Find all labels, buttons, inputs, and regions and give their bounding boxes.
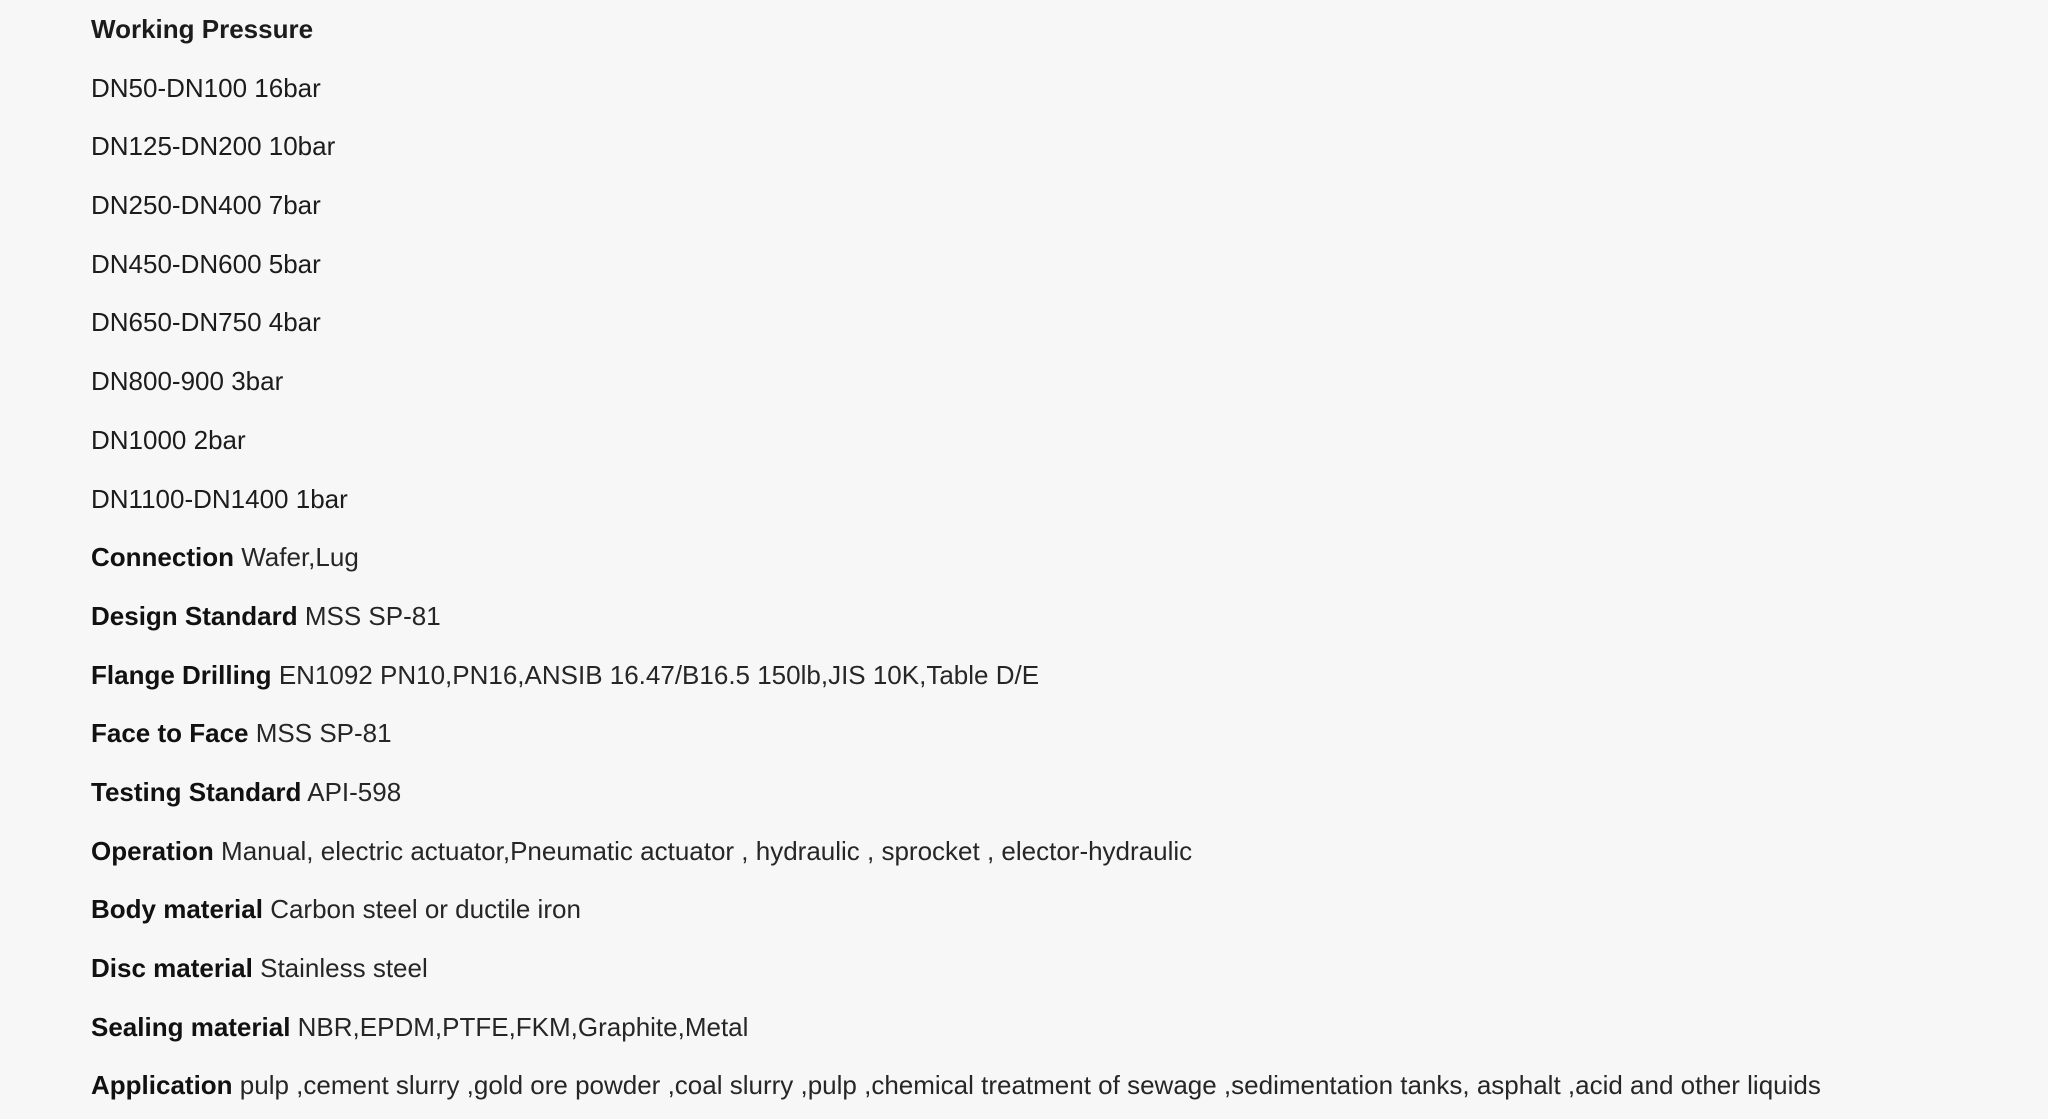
- spec-row-disc-material: [91, 939, 2031, 998]
- spec-row-design-standard: [91, 587, 2031, 646]
- spec-label: Application: [91, 1070, 233, 1101]
- spec-value: Manual, electric actuator,Pneumatic actuator , hydraulic , sprocket , elector-hydraulic: [221, 835, 1193, 866]
- spec-value: NBR,EPDM,PTFE,FKM,Graphite,Metal: [297, 1011, 749, 1042]
- spec-label: Connection: [91, 542, 234, 573]
- pressure-rating: DN800-900 3bar: [91, 366, 284, 397]
- spec-row-testing-standard: [91, 763, 2031, 822]
- pressure-rating: DN250-DN400 7bar: [91, 190, 321, 221]
- pressure-rating: DN50-DN100 16bar: [91, 72, 321, 103]
- pressure-rating: DN1000 2bar: [91, 424, 246, 455]
- spec-row-application: [91, 1056, 2031, 1115]
- spec-value: Carbon steel or ductile iron: [270, 894, 581, 925]
- spec-label: Face to Face: [91, 718, 249, 749]
- working-pressure-heading: Working Pressure: [91, 14, 314, 44]
- pressure-rating: DN125-DN200 10bar: [91, 131, 336, 162]
- spec-value: Wafer,Lug: [241, 542, 359, 573]
- spec-label: Operation: [91, 835, 214, 866]
- pressure-rating: DN450-DN600 5bar: [91, 248, 321, 279]
- spec-label: Testing Standard: [91, 776, 302, 807]
- spec-label: Flange Drilling: [91, 659, 272, 690]
- spec-value: pulp ,cement slurry ,gold ore powder ,coal slurry ,pulp ,chemical treatment of sewage ,sedimentation tanks, asphalt ,acid and other liquids: [239, 1070, 1821, 1101]
- spec-value: MSS SP-81: [304, 600, 441, 631]
- spec-value: API-598: [307, 776, 402, 807]
- spec-value: MSS SP-81: [255, 718, 392, 749]
- spec-label: Sealing material: [91, 1011, 291, 1042]
- spec-value: EN1092 PN10,PN16,ANSIB 16.47/B16.5 150lb,JIS 10K,Table D/E: [278, 659, 1040, 690]
- pressure-rating: DN650-DN750 4bar: [91, 307, 321, 338]
- pressure-rating: DN1100-DN1400 1bar: [91, 483, 348, 514]
- spec-row-connection: [91, 528, 2031, 587]
- spec-row-operation: [91, 822, 2031, 881]
- specification-list: [91, 0, 2031, 1115]
- spec-row-sealing-material: [91, 998, 2031, 1057]
- spec-row-flange-drilling: [91, 646, 2031, 705]
- spec-label: Body material: [91, 894, 263, 925]
- spec-row-body-material: [91, 880, 2031, 939]
- spec-label: Design Standard: [91, 600, 298, 631]
- spec-value: Stainless steel: [260, 953, 428, 983]
- spec-row-face-to-face: [91, 704, 2031, 763]
- spec-label: Disc material: [91, 953, 253, 983]
